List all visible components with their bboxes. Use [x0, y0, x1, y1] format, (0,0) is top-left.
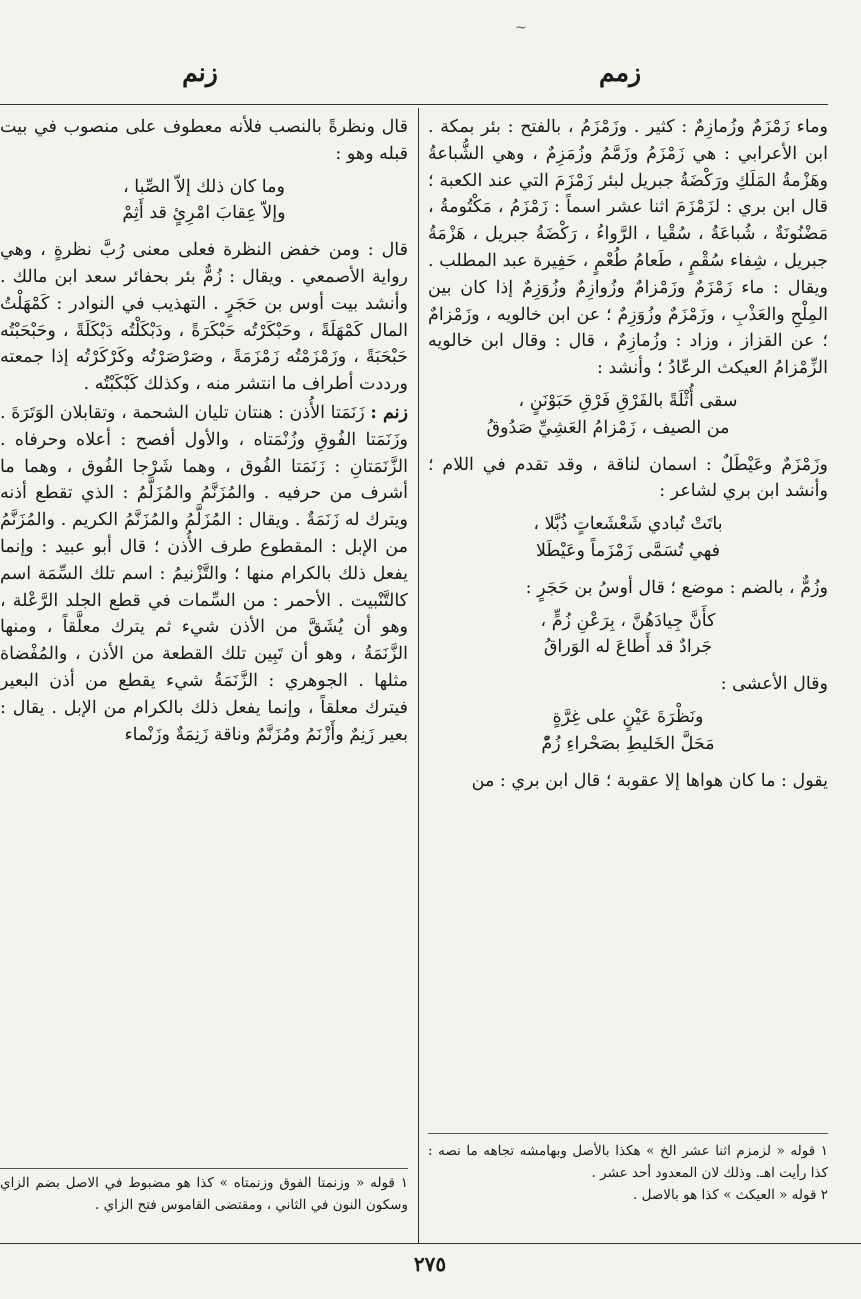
left-column — [0, 114, 408, 1169]
verse-line: ونَظْرَةَ عَيْنٍ على غِرَّةٍ — [552, 706, 704, 727]
footnote: ١ قوله « لزمزم اثنا عشر الخ » هكذا بالأصل وبهامشه تجاهه ما نصه : كذا رأيت اهـ. وذلك لان المعدود أحد عشر . — [428, 1143, 828, 1181]
paragraph: وزَمْزَمٌ وعَيْطَلٌ : اسمان لناقة ، وقد تقدم في اللام ؛ وأنشد ابن بري لشاعر : — [428, 454, 828, 502]
entry-text: زَنَمَتا الأُذن : هنتان تليان الشحمة ، وتقابلان الوَتَرَةَ . وزَنَمَتا الفُوقِ وزُنْمَتاه ، والأول أفصح : أعلاه وحرفاه . الزَّنَمَتانِ : زَنَمَتا الفُوق ، وهما شَرْجا الفُوق ، وهما ما أشرف من حرفيه . والمُزَنَّمُ والمُزَلَّمُ : الذي تقطع أذنه ويترك له زَنَمَةٌ . ويقال : المُزَلَّمُ والمُزَنَّمُ الكريم . والمُزَنَّمُ من الإبل : المقطوع طرف الأُذن ؛ قال أبو عبيد : وإنما يفعل ذلك بالكرام منها ؛ والتَّزْنيمُ : اسم تلك السِّمَة اسم كالتَّنْبيت . الأحمر : من السِّمات في قطع الجلد الرَّعْلة ، وهو أن يُشَقَّ من الأذن شيء ثم يترك معلَّقاً ، ومنها الزَّنَمَةُ ، وهو أن تَبِين تلك القطعة من الأذن ، والمُفْضاة مثلها . الجوهري : الزَّنَمَةُ شيء يقطع من أذن البعير فيترك معلقاً ، وإنما يفعل ذلك بالكرام من الإبل . يقال : بعير زَنِمٌ وأَزْنَمُ ومُزَنَّمٌ وناقة زَنِمَةٌ وزَنْماء — [0, 402, 408, 745]
poem-verse — [428, 704, 828, 758]
running-header-right: زمم — [598, 58, 642, 87]
verse-line: سقى أُثْلَةً بالفَرْقِ فَرْقِ حَبَوْنَنٍ ، — [518, 390, 738, 411]
right-column — [428, 114, 828, 1104]
paragraph: قال ونظرةً بالنصب فلأنه معطوف على منصوب في بيت قبله وهو : — [0, 117, 408, 164]
verse-line: جَرادٌ قد أَطاعَ له الوَراقُ — [543, 637, 713, 658]
footnotes-right — [428, 1140, 828, 1206]
poem-verse — [428, 608, 828, 662]
header-rule — [0, 104, 828, 105]
footnote: ١ قوله « وزنمتا الفوق وزنمتاه » كذا هو مضبوط في الاصل بضم الزاي وسكون النون في الثاني ، ومقتضى القاموس فتح الزاي . — [0, 1175, 408, 1213]
paragraph: قال : ومن خفض النظرة فعلى معنى رُبَّ نظرةٍ ، وهي رواية الأصمعي . ويقال : زُمٌّ بئر بحفائر سعد ابن مالك . وأنشد بيت أوس بن حَجَرٍ . التهذيب في النوادر : كَمْهَلْتُ المال كَمْهَلَةً ، وحَبْكَرْتُه حَبْكَرَةً ، ودَبْكَلْتُه دَبْكَلَةً ، وحَبْحَبْتُه حَبْحَبَةً ، وزَمْزَمْتُه زَمْزَمَةً ، وصَرْصَرْتُه وكَرْكَرْتُه إذا جمعته ورددت أطراف ما انتشر منه ، وكذلك كَبْكَبْتُه . — [0, 240, 408, 395]
verse-line: كأَنَّ جِيادَهُنَّ ، بِرَعْنِ زُمٍّ ، — [540, 610, 716, 631]
footnote-rule — [0, 1168, 408, 1169]
footnotes-left — [0, 1172, 408, 1216]
verse-line: فهي تُسَمَّى زَمْزَماً وعَيْطَلا — [535, 540, 721, 561]
poem-verse — [428, 511, 828, 565]
verse-line: مَحَلَّ الخَليطِ بصَحْراءِ زُمّْ — [541, 733, 715, 754]
paragraph: وقال الأعشى : — [720, 674, 828, 695]
paragraph: وماء زَمْزَمٌ وزُمازِمٌ : كثير . وزَمْزَمُ ، بالفتح : بئر بمكة . ابن الأعرابي : هي زَمْزَمُ وزَمَّمُ وزُمَزِمٌ ، وهي الشُّباعةُ وهَزْمةُ المَلَكِ ورَكْضَةُ جبريل لبئر زَمْزَمَ التي عند الكعبة ؛ قال ابن بري : لزَمْزَمَ اثنا عشر اسماً : زَمْزَمُ ، مَكْتُومةُ ، مَضْنُونَةٌ ، شُباعَةُ ، سُقْيا ، الرَّواءُ ، رَكْضَةُ جبريل ، هَزْمَةُ جبريل ، شِفاء سُقْمٍ ، طَعامُ طُعْمٍ ، حَفِيرة عبد المطلب . ويقال : ماء زَمْزَمٌ وزَمْزامٌ وزُوازِمٌ وزُوَزِمٌ إذا كان بين المِلْحِ والعَذْبِ ، وزَمْزَمٌ وزُوَزِمٌ ؛ عن ابن خالويه ، وزَمْزامٌ ؛ عن القزاز ، وزاد : وزُمازِمٌ ، قال : وقال ابن خالويه الزِّمْزامُ العيكث الرعّادُ ؛ وأنشد : — [428, 117, 828, 379]
column-divider — [418, 108, 419, 1243]
verse-line: وإلاّ عِقابَ امْرِئٍ قد أَثِمْ — [122, 203, 286, 224]
verse-line: باتَتْ تُبادي شَعْشَعاتٍ ذُبَّلا ، — [533, 514, 723, 535]
poem-verse — [0, 174, 408, 228]
entry-headword: زنم : — [370, 402, 408, 423]
footnote: ٢ قوله « العيكث » كذا هو بالاصل . — [633, 1187, 828, 1203]
running-header-left: زنم — [182, 58, 218, 87]
verse-line: من الصيف ، زَمْزامُ العَشِيِّ صَدُوقُ — [486, 417, 730, 438]
paragraph: يقول : ما كان هواها إلا عقوبة ؛ قال ابن بري : من — [471, 770, 828, 791]
scan-mark: ~ — [515, 20, 527, 36]
footnote-rule — [428, 1133, 828, 1134]
page-number: ٢٧٥ — [413, 1252, 447, 1276]
paragraph: وزُمٌّ ، بالضم : موضع ؛ قال أوسُ بن حَجَرٍ : — [525, 577, 828, 598]
entry-paragraph — [0, 400, 408, 748]
verse-line: وما كان ذلك إلاّ الصِّبا ، — [123, 176, 285, 197]
footer-rule — [0, 1243, 861, 1244]
poem-verse — [428, 388, 828, 442]
